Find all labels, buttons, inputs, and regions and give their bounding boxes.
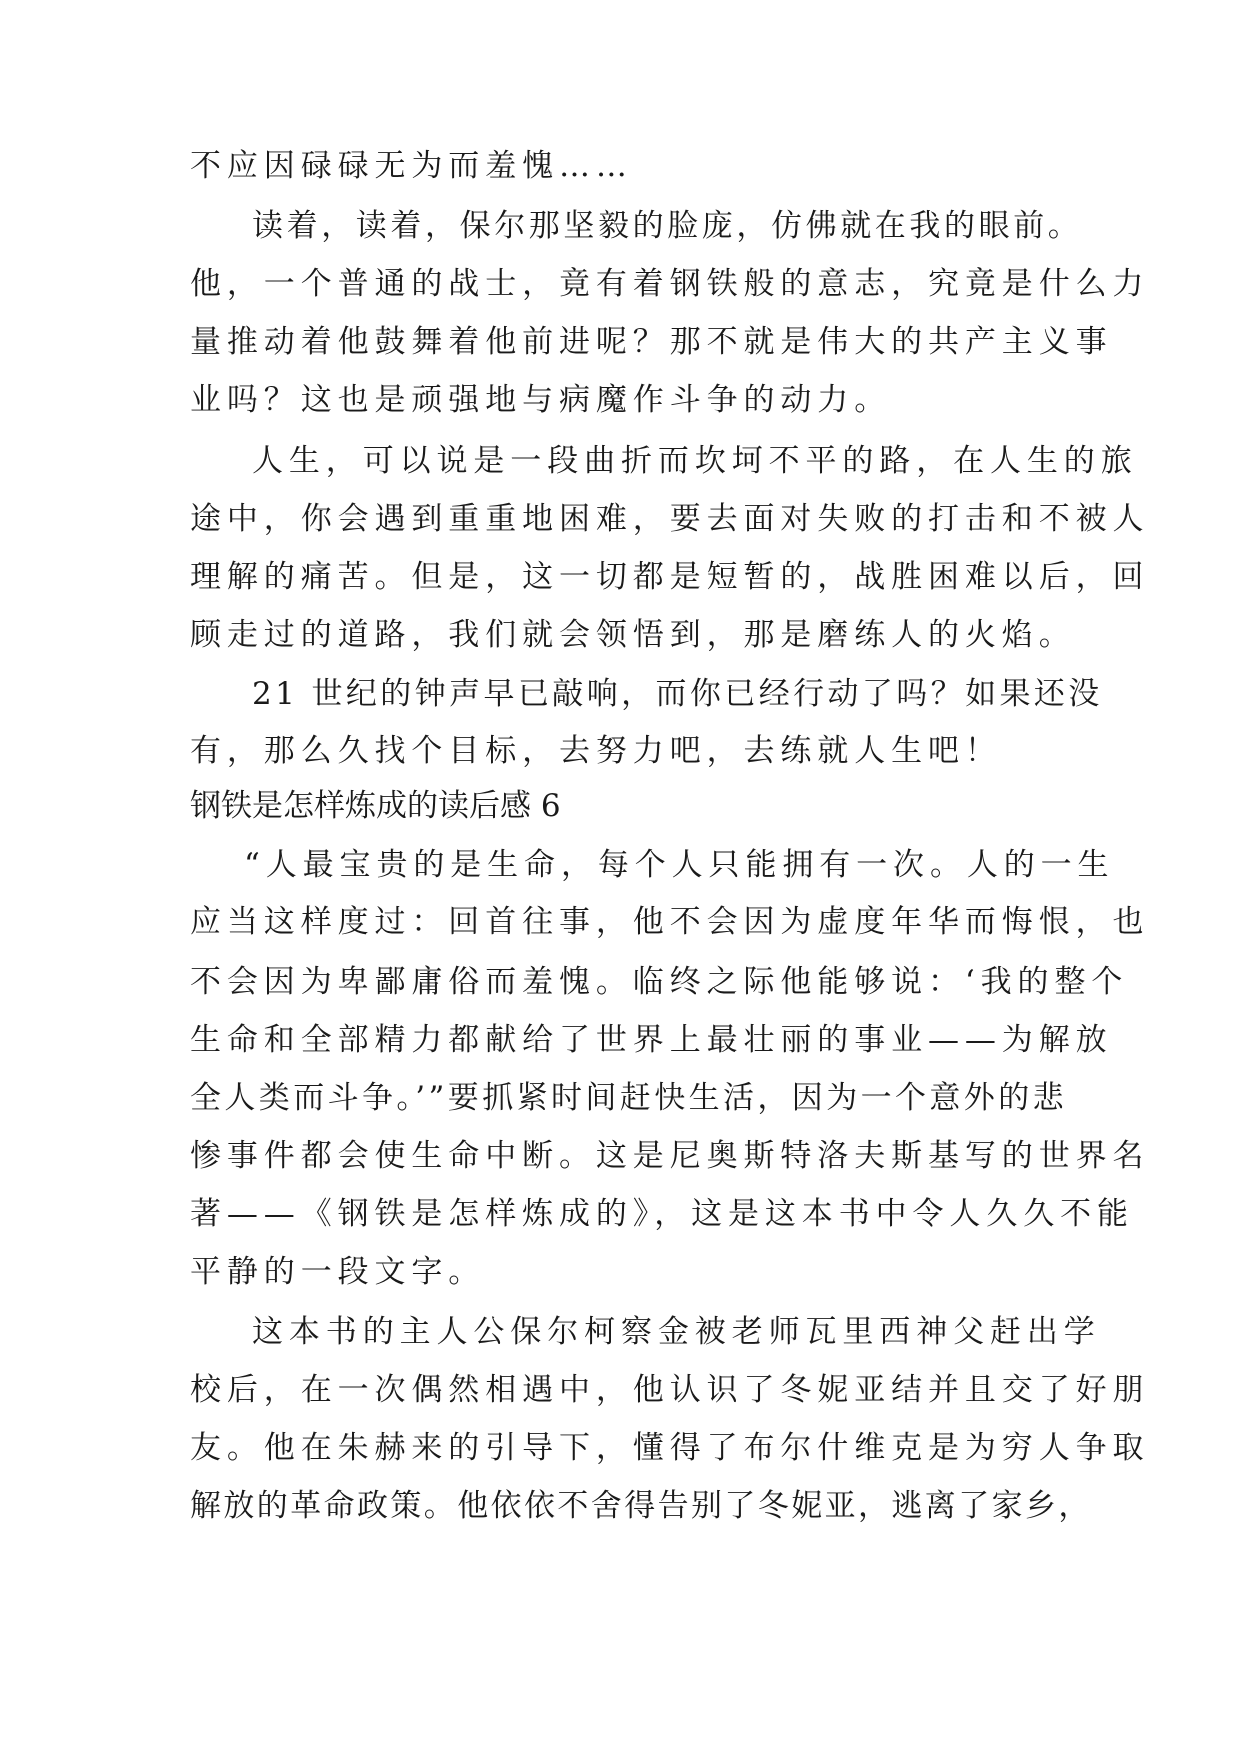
text-line: 校后，在一次偶然相遇中，他认识了冬妮亚结并且交了好朋 [190, 1372, 1150, 1408]
text-line: 不会因为卑鄙庸俗而羞愧。临终之际他能够说：‘我的整个 [190, 964, 1129, 1000]
paragraph-first-line: 人生，可以说是一段曲折而坎坷不平的路，在人生的旅 [252, 443, 1138, 479]
text-line: 解放的革命政策。他依依不舍得告别了冬妮亚，逃离了家乡， [190, 1488, 1092, 1524]
text-line: 友。他在朱赫来的引导下，懂得了布尔什维克是为穷人争取 [190, 1430, 1150, 1466]
text-line: 生命和全部精力都献给了世界上最壮丽的事业——为解放 [190, 1022, 1113, 1058]
text-line: 途中，你会遇到重重地困难，要去面对失败的打击和不被人 [190, 501, 1150, 537]
text-line: 顾走过的道路，我们就会领悟到，那是磨练人的火焰。 [190, 617, 1076, 653]
paragraph-first-line: “人最宝贵的是生命，每个人只能拥有一次。人的一生 [244, 847, 1115, 883]
text-line: 业吗？这也是顽强地与病魔作斗争的动力。 [190, 382, 892, 418]
text-line: 有，那么久找个目标，去努力吧，去练就人生吧！ [190, 733, 1002, 769]
text-line: 不应因碌碌无为而羞愧…… [190, 148, 633, 184]
text-line: 应当这样度过：回首往事，他不会因为虚度年华而悔恨，也 [190, 904, 1150, 940]
text-line: 理解的痛苦。但是，这一切都是短暂的，战胜困难以后，回 [190, 559, 1150, 595]
text-line: 惨事件都会使生命中断。这是尼奥斯特洛夫斯基写的世界名 [190, 1138, 1150, 1174]
text-line: 量推动着他鼓舞着他前进呢？那不就是伟大的共产主义事 [190, 324, 1113, 360]
text-line: 平静的一段文字。 [190, 1254, 486, 1290]
paragraph-first-line: 21 世纪的钟声早已敲响，而你已经行动了吗？如果还没 [252, 676, 1103, 712]
paragraph-first-line: 读着，读着，保尔那坚毅的脸庞，仿佛就在我的眼前。 [252, 208, 1083, 244]
text-line: 全人类而斗争。’”要抓紧时间赶快生活，因为一个意外的悲 [190, 1080, 1067, 1116]
text-line: 著——《钢铁是怎样炼成的》，这是这本书中令人久久不能 [190, 1196, 1134, 1232]
section-title: 钢铁是怎样炼成的读后感 6 [190, 788, 561, 824]
paragraph-first-line: 这本书的主人公保尔柯察金被老师瓦里西神父赶出学 [252, 1314, 1101, 1350]
text-line: 他，一个普通的战士，竟有着钢铁般的意志，究竟是什么力 [190, 266, 1150, 302]
